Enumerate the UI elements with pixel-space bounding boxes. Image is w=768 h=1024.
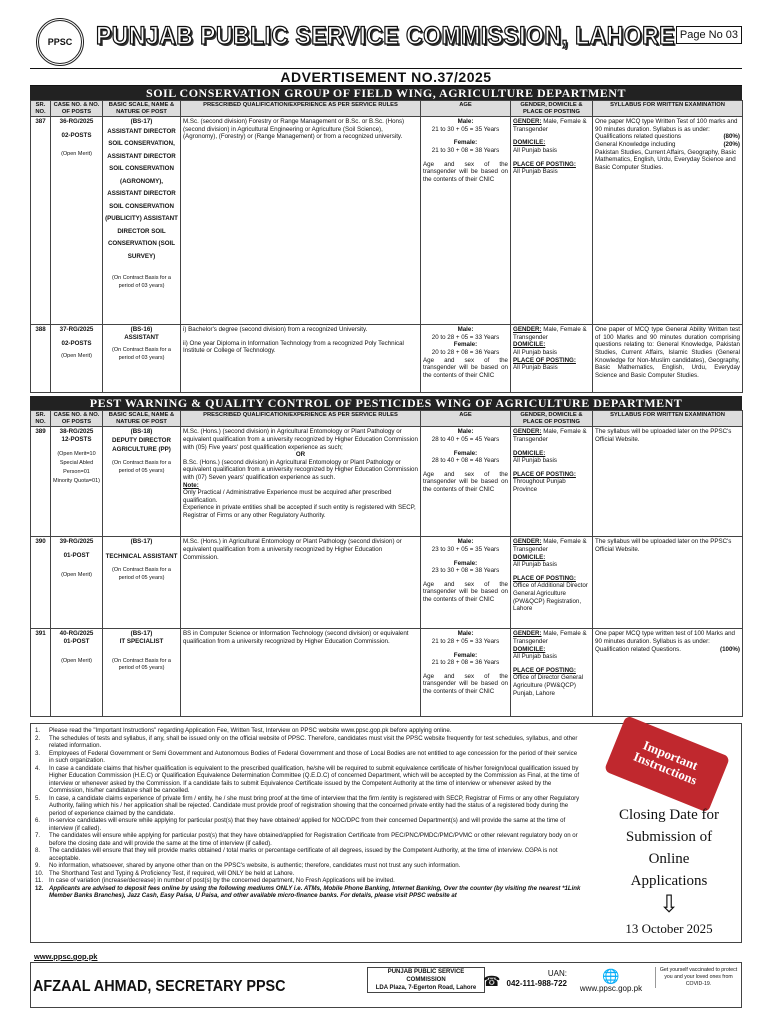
- table-row: [31, 537, 743, 629]
- col-header: AGE: [421, 411, 511, 427]
- advertisement-number: ADVERTISEMENT NO.37/2025: [30, 68, 742, 86]
- advertisement-page: [30, 16, 742, 1016]
- syllabus-cell: One paper MCQ type written test of 100 Marks and 90 minutes duration. Syllabus is as under: Qualification related Questions. (100%): [593, 629, 743, 717]
- gender-cell: GENDER: Male, Female & Transgender DOMICILE: All Punjab basis PLACE OF POSTING: Office of Additional Director General Agriculture (PW&QCP) Registration, Lahore: [511, 537, 593, 629]
- gender-cell: GENDER: Male, Female & Transgender DOMICILE: All Punjab basis PLACE OF POSTING: All Punjab Basis: [511, 117, 593, 325]
- list-item: 11. In case of variation (increase/decrease) in number of post(s) by the concerned department, No Fresh Applications will be invited.: [35, 877, 395, 885]
- globe-icon: 🌐: [602, 968, 620, 984]
- age-cell: Male: 21 to 28 + 05 = 33 Years Female: 21 to 28 + 08 = 36 Years Age and sex of the transgender will be based on the contents of their CNIC: [421, 629, 511, 717]
- age-cell: Male: 28 to 40 + 05 = 45 Years Female: 28 to 40 + 08 = 48 Years Age and sex of the transgender will be based on the contents of their CNIC: [421, 427, 511, 537]
- sr-no: 389: [31, 427, 51, 537]
- list-item: 5. In case, a candidate claims experience of private firm / entity, he / she must bring proof at the time of interview that the firm /entity is registered with SECP, Registrar of Firms or any other Regulatory Authority, failing which his / her application shall be rejected. Candidate must provide proof of registration showing that the concerned private entity had the status of a registered body during the period of experience claimed by the candidate.: [35, 794, 580, 817]
- qualification-cell: M.Sc. (Hons.) in Agricultural Entomology or Plant Pathology (second division) or equivalent qualification from a university recognized by Higher Education Commission.: [181, 537, 421, 629]
- qualification-cell: BS in Computer Science or Information Technology (second division) or equivalent qualification from a university recognized by Higher Education Commission.: [181, 629, 421, 717]
- col-header: SR. NO.: [31, 411, 51, 427]
- case-cell: 39-RG/2025 01-POST (Open Merit): [51, 537, 103, 629]
- case-cell: 37-RG/2025 02-POSTS (Open Merit): [51, 325, 103, 393]
- qualification-cell: i) Bachelor's degree (second division) from a recognized University. ii) One year Diploma in Information Technology from a recognized Poly Technical Institute or College of Technology.: [181, 325, 421, 393]
- address-box: PUNJAB PUBLIC SERVICE COMMISSION LDA Plaza, 7-Egerton Road, Lahore: [367, 967, 485, 993]
- page-number: Page No 03: [676, 26, 742, 44]
- table-header-row: [31, 101, 743, 117]
- section-title-soil: SOIL CONSERVATION GROUP OF FIELD WING, AGRICULTURE DEPARTMENT: [30, 86, 742, 100]
- website-link[interactable]: www.ppsc.gop.pk: [579, 984, 643, 993]
- gender-cell: GENDER: Male, Female & Transgender DOMICILE: All Punjab basis PLACE OF POSTING: All Punjab Basis: [511, 325, 593, 393]
- instructions-box: [30, 723, 742, 943]
- col-header: GENDER, DOMICILE & PLACE OF POSTING: [511, 411, 593, 427]
- posts-table-pest: [30, 410, 743, 717]
- post-cell: (BS-17) TECHNICAL ASSISTANT (On Contract Basis for a period of 05 years): [103, 537, 181, 629]
- age-cell: Male: 23 to 30 + 05 = 35 Years Female: 23 to 30 + 08 = 38 Years Age and sex of the transgender will be based on the contents of their CNIC: [421, 537, 511, 629]
- col-header: SR. NO.: [31, 101, 51, 117]
- list-item: 4. In case a candidate claims that his/her qualification is equivalent to the prescribed qualification, he/she will be required to submit equivalence certificate of his/her foreign/local qualification issued by Higher Education Commission (H.E.C) or Qualification Equivalence Determination Committee (Q.E.D.C) of concerned Department, which will be accepted by the Commission as Final, at the time of interview or whenever asked by the Commission. If a candidate fails to submit Equivalence Certificate issued by the Competent Authority at the time of interview or whenever asked by the Commission, his/her candidature shall be cancelled.: [35, 764, 580, 795]
- qualification-cell: M.Sc. (second division) Forestry or Range Management or B.Sc. or B.Sc. (Hons) (second division) in Agricultural Engineering or Agriculture (Soil Science), (Agronomy), (Forestry) or (Range Management) or from a recognized university.: [181, 117, 421, 325]
- col-header: SYLLABUS FOR WRITTEN EXAMINATION: [593, 411, 743, 427]
- post-cell: (BS-17) IT SPECIALIST (On Contract Basis for a period of 05 years): [103, 629, 181, 717]
- table-row: [31, 629, 743, 717]
- footer: [30, 962, 742, 1008]
- syllabus-cell: One paper of MCQ type General Ability Written test of 100 Marks and 90 minutes duration comprising questions relating to: General Knowledge, Pakistan Studies, Current Affairs, Islamic Studies (General Knowledge for Non-Muslim candidates), Geography, Basic Mathematics, English, Urdu, Everyday Science and Basic Computer Studies.: [593, 325, 743, 393]
- list-item: 3. Employees of Federal Government or Semi Government and Autonomous Bodies of Federal Government and those of Local Bodies are not entitled to age concession for the period of their service in such organization.: [35, 749, 578, 765]
- col-header: PRESCRIBED QUALIFICATION/EXPERIENCE AS PER SERVICE RULES: [181, 101, 421, 117]
- commission-title: PUNJAB PUBLIC SERVICE COMMISSION, LAHORE: [96, 22, 675, 50]
- col-header: PRESCRIBED QUALIFICATION/EXPERIENCE AS PER SERVICE RULES: [181, 411, 421, 427]
- col-header: AGE: [421, 101, 511, 117]
- list-item: 7. The candidates will ensure while applying for particular post(s) that they have obtained/applied for Registration Certificate from PEC/PNC/PMDC/PMC/PVMC or other relevant regulatory body on or before the closing date and will provide the same at the time of interview (if called).: [35, 832, 578, 847]
- vaccination-message: Get yourself vaccinated to protect you and your loved ones from COVID-19.: [655, 967, 741, 988]
- sr-no: 391: [31, 629, 51, 717]
- phone-icon: ☎: [483, 973, 501, 989]
- post-cell: (BS-17) ASSISTANT DIRECTOR SOIL CONSERVATION, ASSISTANT DIRECTOR SOIL CONSERVATION (AGRONOMY), ASSISTANT DIRECTOR SOIL CONSERVATION (PUBLICITY) ASSISTANT DIRECTOR SOIL CONSERVATION (SOIL SURVEY) (On Contract Basis for a period of 03 years): [103, 117, 181, 325]
- post-cell: (BS-18) DEPUTY DIRECTOR AGRICULTURE (PP) (On Contract Basis for a period of 05 years): [103, 427, 181, 537]
- uan-box: UAN: 042-111-988-722: [506, 969, 567, 988]
- list-item: 12. Applicants are advised to deposit fees online by using the following mediums ONLY i.e. ATMs, Mobile Phone Banking, Internet Banking, Over the counter (by visiting the nearest *1Link Member Banks Branches), Jazz Cash, Easy Paisa, U Paisa, and other available micro-finance banks. For details, please visit PPSC website at: [35, 884, 581, 900]
- list-item: 2. The schedules of tests and syllabus, if any, shall be issued only on the official website of PPSC. Therefore, candidates must visit the PPSC website frequently for test schedules, syllabus, and other related information.: [35, 734, 578, 750]
- table-header-row: [31, 411, 743, 427]
- table-row: [31, 325, 743, 393]
- col-header: GENDER, DOMICILE & PLACE OF POSTING: [511, 101, 593, 117]
- col-header: CASE NO. & NO. OF POSTS: [51, 411, 103, 427]
- header: [30, 16, 742, 68]
- col-header: BASIC SCALE, NAME & NATURE OF POST: [103, 101, 181, 117]
- secretary-name: AFZAAL AHMAD, SECRETARY PPSC: [33, 978, 286, 995]
- list-item: 10. The Shorthand Test and Typing & Proficiency Test, if required, will ONLY be held at Lahore.: [35, 869, 295, 877]
- closing-date: 13 October 2025: [625, 921, 713, 937]
- section-title-pest: PEST WARNING & QUALITY CONTROL OF PESTICIDES WING OF AGRICULTURE DEPARTMENT: [30, 396, 742, 410]
- case-cell: 36-RG/2025 02-POSTS (Open Merit): [51, 117, 103, 325]
- col-header: SYLLABUS FOR WRITTEN EXAMINATION: [593, 101, 743, 117]
- case-cell: 40-RG/2025 01-POST (Open Merit): [51, 629, 103, 717]
- col-header: BASIC SCALE, NAME & NATURE OF POST: [103, 411, 181, 427]
- list-item: 6. In-service candidates will ensure while applying for particular post(s) that they have obtained/ applied for NOC/DPC from their concerned Department(s) and will provide the same at the time of interview (if called).: [35, 817, 566, 832]
- syllabus-cell: One paper MCQ type Written Test of 100 marks and 90 minutes duration. Syllabus is as under: Qualifications related questions (80%) General Knowledge including (20%) Pakistan Studies, Current Affairs, Geography, Basic Mathematics, English, Urdu, Everyday Science and Basic Computer Studies.: [593, 117, 743, 325]
- website-box: [571, 968, 651, 994]
- col-header: CASE NO. & NO. OF POSTS: [51, 101, 103, 117]
- ppsc-logo: PPSC: [36, 18, 84, 66]
- list-item: 9. No information, whatsoever, shared by anyone other than on the PPSC's website, is authentic; therefore, candidates must not trust any such information.: [35, 862, 461, 870]
- qualification-cell: M.Sc. (Hons.) (second division) in Agricultural Entomology or Plant Pathology or equivalent qualification from a university recognized by Higher Education Commission with (05) Five years' post qualification experience as such; OR B.Sc. (Hons.) (second division) in Agricultural Entomology or Plant Pathology or equivalent qualification from a university recognized by Higher Education Commission with (07) Seven years' qualification experience as such. Note: Only Practical / Administrative Experience must be acquired after prescribed qualification. Experience in private entities shall be accepted if such entity is registered with SECP, Registrar of Firms or any other Regulatory Authority.: [181, 427, 421, 537]
- table-row: [31, 427, 743, 537]
- instructions-website-link[interactable]: www.ppsc.gop.pk: [34, 952, 98, 961]
- sr-no: 390: [31, 537, 51, 629]
- gender-cell: GENDER: Male, Female & Transgender DOMICILE: All Punjab basis PLACE OF POSTING: Throughout Punjab Province: [511, 427, 593, 537]
- age-cell: Male: 21 to 30 + 05 = 35 Years Female: 21 to 30 + 08 = 38 Years Age and sex of the transgender will be based on the contents of their CNIC: [421, 117, 511, 325]
- syllabus-cell: The syllabus will be uploaded later on the PPSC's Official Website.: [593, 427, 743, 537]
- sr-no: 388: [31, 325, 51, 393]
- case-cell: 38-RG/2025 12-POSTS (Open Merit=10 Special Abled Person=01 Minority Quota=01): [51, 427, 103, 537]
- post-cell: (BS-16) ASSISTANT (On Contract Basis for a period of 03 years): [103, 325, 181, 393]
- list-item: 8. The candidates will ensure that they will provide marks obtained / total marks or percentage certificate of all degrees, issued by the Competent Authority, at the time of interview. CGPA is not acceptable.: [35, 847, 558, 862]
- syllabus-cell: The syllabus will be uploaded later on the PPSC's Official Website.: [593, 537, 743, 629]
- posts-table-soil: [30, 100, 743, 393]
- table-row: [31, 117, 743, 325]
- important-instructions-tag: Important Instructions: [604, 716, 730, 814]
- instructions-list: [35, 727, 583, 900]
- gender-cell: GENDER: Male, Female & Transgender DOMICILE: All Punjab basis PLACE OF POSTING: Office of Director General Agriculture (PW&QCP) Punjab, Lahore: [511, 629, 593, 717]
- down-arrow-icon: ⇩: [658, 892, 680, 919]
- list-item: 1. Please read the "Important Instructions" regarding Application Fee, Written Test, Interview on PPSC website www.ppsc.gop.pk before applying online.: [35, 727, 452, 735]
- closing-date-box: Closing Date for Submission of Online Applications ⇩ 13 October 2025: [609, 804, 729, 940]
- sr-no: 387: [31, 117, 51, 325]
- age-cell: Male: 20 to 28 + 05 = 33 Years Female: 20 to 28 + 08 = 36 Years Age and sex of the transgender will be based on the contents of their CNIC: [421, 325, 511, 393]
